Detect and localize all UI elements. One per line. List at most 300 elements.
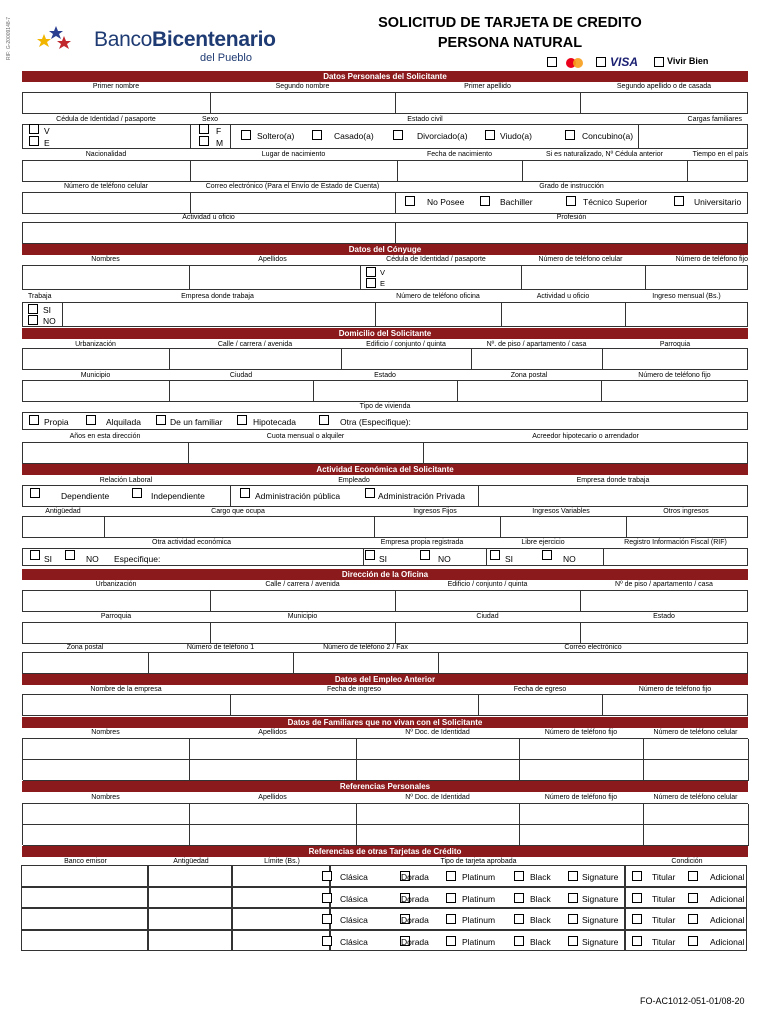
form-title: SOLICITUD DE TARJETA DE CREDITO — [378, 15, 642, 31]
checkbox-tipo-tarjeta[interactable] — [322, 871, 332, 881]
checkbox-conyuge-v[interactable] — [366, 267, 376, 277]
visa-logo: VISA — [610, 55, 639, 69]
option-condicion: Titular — [652, 936, 676, 947]
familiares-table[interactable] — [22, 738, 748, 780]
label-ant-telefono: Número de teléfono fijo — [638, 686, 712, 693]
field-rif[interactable] — [603, 548, 748, 566]
stars-logo-icon — [34, 24, 74, 54]
table-cell[interactable] — [190, 760, 357, 781]
label-ciudad: Ciudad — [229, 372, 253, 379]
label-ofi-calle: Calle / carrera / avenida — [265, 581, 340, 588]
checkbox-empresa-no[interactable] — [420, 550, 430, 560]
checkbox-condicion[interactable] — [632, 871, 642, 881]
field-naturalizado[interactable] — [522, 160, 687, 182]
table-cell[interactable] — [644, 760, 749, 781]
checkbox-tipo-tarjeta[interactable] — [446, 936, 456, 946]
section-title-domicilio: Domicilio del Solicitante — [22, 328, 748, 339]
option-concubino: Concubino(a) — [582, 131, 634, 141]
table-cell[interactable] — [520, 804, 644, 825]
field-ofi-ciudad[interactable] — [395, 622, 580, 644]
checkbox-conyuge-e[interactable] — [366, 278, 376, 288]
checkbox-tipo-tarjeta[interactable] — [322, 914, 332, 924]
label-ofi-urbanizacion: Urbanización — [95, 581, 137, 588]
label-otros-ingresos: Otros ingresos — [663, 508, 709, 515]
checkbox-tipo-tarjeta[interactable] — [514, 914, 524, 924]
checkbox-tipo-tarjeta[interactable] — [568, 914, 578, 924]
checkbox-empresa-si[interactable] — [365, 550, 375, 560]
label-cedula: Cédula de Identidad / pasaporte — [56, 116, 156, 123]
field-nombre-empresa[interactable] — [22, 694, 230, 716]
option-tipo-tarjeta: Dorada — [401, 936, 429, 947]
option-universitario: Universitario — [694, 197, 742, 207]
label-nombre-empresa: Nombre de la empresa — [90, 686, 162, 693]
label-actividad-conyuge: Actividad u oficio — [536, 293, 590, 300]
field-ofi-correo[interactable] — [438, 652, 748, 674]
table-cell[interactable] — [232, 930, 330, 952]
option-otra-no: NO — [86, 554, 99, 564]
label-libre-ejercicio: Libre ejercicio — [521, 539, 565, 546]
field-ofi-urbanizacion[interactable] — [22, 590, 210, 612]
checkbox-condicion[interactable] — [632, 936, 642, 946]
label-fam-celular: Número de teléfono celular — [653, 729, 738, 736]
option-tipo-tarjeta: Clásica — [340, 915, 368, 925]
label-tel-oficina: Número de teléfono oficina — [396, 293, 480, 300]
field-acreedor[interactable] — [423, 442, 748, 464]
field-ingresos-variables[interactable] — [500, 516, 626, 538]
option-e: E — [44, 138, 50, 148]
field-sexo[interactable] — [190, 124, 230, 149]
option-tipo-tarjeta: Dorada — [401, 915, 429, 925]
label-segundo-nombre: Segundo nombre — [275, 83, 330, 90]
option-tipo-tarjeta: Platinum — [462, 893, 496, 904]
table-cell[interactable] — [23, 825, 190, 846]
checkbox-tipo-tarjeta[interactable] — [568, 871, 578, 881]
field-primer-apellido[interactable] — [395, 92, 580, 114]
table-cell[interactable] — [232, 908, 330, 930]
option-tipo-tarjeta: Black — [530, 936, 551, 947]
checkbox-admin-privada[interactable] — [365, 488, 375, 498]
option-tipo-tarjeta: Signature — [582, 915, 619, 925]
label-fam-apellidos: Apellidos — [258, 729, 287, 736]
checkbox-soltero[interactable] — [241, 130, 251, 140]
label-banco-emisor: Banco emisor — [64, 858, 107, 865]
label-trabaja: Trabaja — [28, 293, 52, 300]
table-cell[interactable] — [357, 739, 520, 760]
field-ingresos-fijos[interactable] — [374, 516, 500, 538]
checkbox-otra-si[interactable] — [30, 550, 40, 560]
field-anos-direccion[interactable] — [22, 442, 188, 464]
field-fecha-nacimiento[interactable] — [397, 160, 522, 182]
checkbox-divorciado[interactable] — [393, 130, 403, 140]
label-fam-nombres: Nombres — [91, 729, 120, 736]
field-nacionalidad[interactable] — [22, 160, 190, 182]
field-fijo-conyuge[interactable] — [645, 265, 748, 290]
checkbox-v[interactable] — [29, 124, 39, 134]
checkbox-tipo-tarjeta[interactable] — [446, 914, 456, 924]
label-sexo: Sexo — [202, 116, 218, 123]
field-antiguedad[interactable] — [22, 516, 104, 538]
label-ofi-ciudad: Ciudad — [476, 613, 499, 620]
option-independiente: Independiente — [151, 491, 205, 501]
option-tipo-tarjeta: Dorada — [401, 872, 429, 882]
checkbox-tecnico[interactable] — [566, 196, 576, 206]
option-tipo-tarjeta: Black — [530, 893, 551, 904]
label-grado-instruccion: Grado de instrucción — [539, 183, 604, 190]
checkbox-otra[interactable] — [319, 415, 329, 425]
field-profesion[interactable] — [395, 222, 748, 244]
label-zona-postal: Zona postal — [510, 372, 548, 379]
label-ofi-estado: Estado — [653, 613, 675, 620]
label-ref-fijo: Número de teléfono fijo — [544, 794, 618, 801]
field-estado[interactable] — [313, 380, 457, 402]
field-ofi-parroquia[interactable] — [22, 622, 210, 644]
checkbox-condicion[interactable] — [688, 914, 698, 924]
option-tipo-tarjeta: Clásica — [340, 872, 368, 882]
option-conyuge-v: V — [380, 268, 386, 277]
form-subtitle: PERSONA NATURAL — [437, 35, 583, 51]
checkbox-f[interactable] — [199, 124, 209, 134]
section-title-familiares: Datos de Familiares que no vivan con el Solicitante — [22, 717, 748, 728]
label-estado: Estado — [374, 372, 396, 379]
checkbox-trabaja-no[interactable] — [28, 315, 38, 325]
option-tecnico: Técnico Superior — [583, 197, 648, 207]
label-otra-actividad: Otra actividad económica — [152, 539, 231, 546]
table-cell[interactable] — [21, 865, 148, 887]
option-condicion: Adicional — [710, 893, 745, 904]
option-condicion: Titular — [652, 915, 676, 925]
label-tipo-tarjeta: Tipo de tarjeta aprobada — [440, 858, 517, 865]
label-edificio: Edificio / conjunto / quinta — [366, 341, 446, 348]
section-title-referencias: Referencias Personales — [22, 781, 748, 792]
table-cell[interactable] — [148, 930, 232, 952]
label-correo: Correo electrónico (Para el Envío de Estado de Cuenta) — [205, 183, 380, 190]
bank-subtitle: del Pueblo — [200, 52, 252, 64]
option-libre-no: NO — [563, 554, 576, 564]
table-cell[interactable] — [520, 825, 644, 846]
option-trabaja-si: SI — [43, 305, 52, 315]
checkbox-dependiente[interactable] — [30, 488, 40, 498]
table-cell[interactable] — [190, 825, 357, 846]
field-ingreso-conyuge[interactable] — [625, 302, 748, 327]
field-ofi-tel1[interactable] — [148, 652, 293, 674]
field-piso[interactable] — [471, 348, 602, 370]
label-parroquia: Parroquia — [659, 341, 691, 348]
label-calle: Calle / carrera / avenida — [217, 341, 293, 348]
field-ofi-municipio[interactable] — [210, 622, 395, 644]
option-tipo-tarjeta: Platinum — [462, 872, 496, 882]
option-propia: Propia — [44, 417, 69, 427]
option-tipo-tarjeta: Signature — [582, 872, 619, 882]
label-piso: Nº. de piso / apartamento / casa — [486, 341, 587, 348]
field-calle[interactable] — [169, 348, 341, 370]
field-telefono-celular[interactable] — [22, 192, 190, 214]
option-no-posee: No Posee — [427, 197, 465, 207]
referencias-table[interactable] — [22, 803, 748, 845]
field-fecha-egreso[interactable] — [478, 694, 602, 716]
table-cell[interactable] — [23, 739, 190, 760]
label-ofi-parroquia: Parroquia — [100, 613, 132, 620]
label-fecha-nacimiento: Fecha de nacimiento — [427, 151, 492, 158]
label-cargo: Cargo que ocupa — [211, 508, 265, 515]
option-casado: Casado(a) — [334, 131, 374, 141]
label-limite: Límite (Bs.) — [264, 858, 300, 865]
checkbox-tipo-tarjeta[interactable] — [568, 936, 578, 946]
table-cell[interactable] — [357, 760, 520, 781]
checkbox-condicion[interactable] — [688, 871, 698, 881]
field-tiempo-pais[interactable] — [687, 160, 748, 182]
label-municipio: Municipio — [80, 372, 111, 379]
label-ofi-tel2: Número de teléfono 2 / Fax — [323, 644, 408, 651]
table-cell[interactable] — [23, 760, 190, 781]
option-familiar: De un familiar — [170, 417, 223, 427]
checkbox-alquilada[interactable] — [86, 415, 96, 425]
label-antiguedad-tarjeta: Antigüedad — [173, 858, 209, 865]
label-cel-conyuge: Número de teléfono celular — [538, 256, 623, 263]
label-anos-direccion: Años en esta dirección — [69, 433, 141, 440]
table-cell[interactable] — [148, 865, 232, 887]
option-libre-si: SI — [505, 554, 514, 564]
label-profesion: Profesión — [556, 214, 587, 221]
field-cuota[interactable] — [188, 442, 423, 464]
section-title-oficina: Dirección de la Oficina — [22, 569, 748, 580]
label-empleado: Empleado — [338, 477, 370, 484]
option-f: F — [216, 126, 222, 136]
field-cargas[interactable] — [638, 124, 748, 149]
field-parroquia[interactable] — [602, 348, 748, 370]
label-fam-fijo: Número de teléfono fijo — [544, 729, 618, 736]
side-code: RIF: G-20009148-7 — [6, 16, 12, 60]
field-ofi-calle[interactable] — [210, 590, 395, 612]
field-telefono-fijo[interactable] — [601, 380, 748, 402]
label-ingresos-variables: Ingresos Variables — [532, 508, 590, 515]
table-cell[interactable] — [148, 908, 232, 930]
label-primer-apellido: Primer apellido — [464, 83, 511, 90]
checkbox-tipo-tarjeta[interactable] — [568, 893, 578, 903]
label-urbanizacion: Urbanización — [75, 341, 116, 348]
label-tipo-vivienda: Tipo de vivienda — [359, 403, 411, 410]
section-title-datos-personales: Datos Personales del Solicitante — [22, 71, 748, 82]
checkbox-tipo-tarjeta[interactable] — [322, 936, 332, 946]
table-cell[interactable] — [644, 739, 749, 760]
checkbox-concubino[interactable] — [565, 130, 575, 140]
label-nombres: Nombres — [91, 256, 120, 263]
mastercard-icon — [565, 57, 584, 69]
field-ofi-estado[interactable] — [580, 622, 748, 644]
option-bachiller: Bachiller — [500, 197, 533, 207]
option-conyuge-e: E — [380, 279, 386, 288]
option-condicion: Adicional — [710, 872, 745, 882]
field-otros-ingresos[interactable] — [626, 516, 748, 538]
vivir-bien-label: Vivir Bien — [667, 56, 709, 66]
visa-checkbox[interactable] — [596, 57, 606, 67]
table-cell[interactable] — [21, 908, 148, 930]
checkbox-tipo-tarjeta[interactable] — [446, 871, 456, 881]
table-cell[interactable] — [148, 887, 232, 909]
table-cell[interactable] — [357, 825, 520, 846]
label-ref-nombres: Nombres — [91, 794, 120, 801]
checkbox-hipotecada[interactable] — [237, 415, 247, 425]
option-divorciado: Divorciado(a) — [417, 131, 468, 141]
label-naturalizado: Si es naturalizado, Nº Cédula anterior — [546, 151, 663, 158]
label-primer-nombre: Primer nombre — [92, 83, 140, 90]
field-ofi-tel2[interactable] — [293, 652, 438, 674]
label-ingresos-fijos: Ingresos Fijos — [413, 508, 457, 515]
option-condicion: Adicional — [710, 936, 745, 947]
checkbox-trabaja-si[interactable] — [28, 304, 38, 314]
field-cargo[interactable] — [104, 516, 374, 538]
label-fam-doc: Nº Doc. de Identidad — [405, 729, 470, 736]
label-fecha-ingreso: Fecha de ingreso — [326, 686, 382, 693]
field-ofi-piso[interactable] — [580, 590, 748, 612]
option-tipo-tarjeta: Platinum — [462, 915, 496, 925]
label-fecha-egreso: Fecha de egreso — [513, 686, 567, 693]
label-estado-civil: Estado civil — [407, 116, 443, 123]
table-cell[interactable] — [21, 930, 148, 952]
checkbox-independiente[interactable] — [132, 488, 142, 498]
option-empresa-no: NO — [438, 554, 451, 564]
field-ant-telefono[interactable] — [602, 694, 748, 716]
checkbox-m[interactable] — [199, 136, 209, 146]
field-nombres-conyuge[interactable] — [22, 265, 189, 290]
option-v: V — [44, 126, 50, 136]
option-otra-si: SI — [44, 554, 53, 564]
option-tipo-tarjeta: Clásica — [340, 893, 368, 904]
option-empresa-si: SI — [379, 554, 388, 564]
label-empresa-trabaja: Empresa donde trabaja — [576, 477, 650, 484]
checkbox-no-posee[interactable] — [405, 196, 415, 206]
label-ofi-correo: Correo electrónico — [564, 644, 622, 651]
field-zona-postal[interactable] — [457, 380, 601, 402]
checkbox-casado[interactable] — [312, 130, 322, 140]
field-actividad[interactable] — [22, 222, 395, 244]
field-edificio[interactable] — [341, 348, 471, 370]
checkbox-condicion[interactable] — [688, 893, 698, 903]
label-relacion-laboral: Relación Laboral — [99, 477, 153, 484]
option-hipotecada: Hipotecada — [253, 417, 297, 427]
bank-name: BancoBicentenario — [94, 28, 276, 51]
field-segundo-apellido[interactable] — [580, 92, 748, 114]
table-cell[interactable] — [644, 825, 749, 846]
label-antiguedad: Antigüedad — [45, 508, 81, 515]
checkbox-tipo-tarjeta[interactable] — [514, 893, 524, 903]
option-tipo-tarjeta: Signature — [582, 936, 619, 947]
checkbox-libre-si[interactable] — [490, 550, 500, 560]
label-cuota: Cuota mensual o alquiler — [266, 433, 345, 440]
option-condicion: Adicional — [710, 915, 745, 925]
checkbox-condicion[interactable] — [632, 914, 642, 924]
table-cell[interactable] — [190, 804, 357, 825]
field-municipio[interactable] — [22, 380, 169, 402]
option-condicion: Titular — [652, 872, 676, 882]
label-acreedor: Acreedor hipotecario o arrendador — [532, 433, 639, 440]
field-segundo-nombre[interactable] — [210, 92, 395, 114]
mastercard-checkbox[interactable] — [547, 57, 557, 67]
label-telefono-celular: Número de teléfono celular — [63, 183, 149, 190]
checkbox-tipo-tarjeta[interactable] — [446, 893, 456, 903]
table-cell[interactable] — [23, 804, 190, 825]
checkbox-condicion[interactable] — [632, 893, 642, 903]
option-tipo-tarjeta: Black — [530, 872, 551, 882]
checkbox-propia[interactable] — [29, 415, 39, 425]
label-rif: Registro Información Fiscal (RIF) — [624, 539, 727, 546]
checkbox-otra-no[interactable] — [65, 550, 75, 560]
section-title-empleo-anterior: Datos del Empleo Anterior — [22, 674, 748, 685]
label-ofi-tel1: Número de teléfono 1 — [186, 644, 255, 651]
section-title-actividad-economica: Actividad Económica del Solicitante — [22, 464, 748, 475]
option-trabaja-no: NO — [43, 316, 56, 326]
table-cell[interactable] — [357, 804, 520, 825]
checkbox-bachiller[interactable] — [480, 196, 490, 206]
vivir-bien-checkbox[interactable] — [654, 57, 664, 67]
checkbox-admin-publica[interactable] — [240, 488, 250, 498]
table-cell[interactable] — [644, 804, 749, 825]
option-tipo-tarjeta: Platinum — [462, 936, 496, 947]
label-telefono-fijo: Número de teléfono fijo — [638, 372, 711, 379]
checkbox-tipo-tarjeta[interactable] — [322, 893, 332, 903]
field-correo[interactable] — [190, 192, 395, 214]
field-fecha-ingreso[interactable] — [230, 694, 478, 716]
table-cell[interactable] — [232, 865, 330, 887]
checkbox-libre-no[interactable] — [542, 550, 552, 560]
field-urbanizacion[interactable] — [22, 348, 169, 370]
option-tipo-tarjeta: Clásica — [340, 936, 368, 947]
option-otra: Otra (Especifique): — [340, 417, 411, 427]
field-ciudad[interactable] — [169, 380, 313, 402]
label-empresa-conyuge: Empresa donde trabaja — [181, 293, 254, 300]
field-cel-conyuge[interactable] — [521, 265, 645, 290]
field-tel-oficina[interactable] — [375, 302, 501, 327]
field-ofi-edificio[interactable] — [395, 590, 580, 612]
label-ofi-municipio: Municipio — [287, 613, 318, 620]
checkbox-tipo-tarjeta[interactable] — [514, 936, 524, 946]
field-ofi-zona-postal[interactable] — [22, 652, 148, 674]
label-actividad: Actividad u oficio — [182, 214, 235, 221]
checkbox-universitario[interactable] — [674, 196, 684, 206]
label-ref-apellidos: Apellidos — [258, 794, 287, 801]
field-empresa-conyuge[interactable] — [62, 302, 375, 327]
field-actividad-conyuge[interactable] — [501, 302, 625, 327]
table-cell[interactable] — [21, 887, 148, 909]
option-viudo: Viudo(a) — [500, 131, 532, 141]
checkbox-tipo-tarjeta[interactable] — [514, 871, 524, 881]
table-cell[interactable] — [190, 739, 357, 760]
label-ref-doc: Nº Doc. de Identidad — [405, 794, 470, 801]
option-admin-privada: Administración Privada — [378, 491, 465, 501]
checkbox-condicion[interactable] — [688, 936, 698, 946]
label-fijo-conyuge: Número de teléfono fijo — [675, 256, 748, 263]
label-cedula-conyuge: Cédula de Identidad / pasaporte — [386, 256, 486, 263]
checkbox-e[interactable] — [29, 136, 39, 146]
field-apellidos-conyuge[interactable] — [189, 265, 360, 290]
checkbox-familiar[interactable] — [156, 415, 166, 425]
table-cell[interactable] — [232, 887, 330, 909]
field-lugar-nacimiento[interactable] — [190, 160, 397, 182]
label-ingreso-conyuge: Ingreso mensual (Bs.) — [652, 293, 721, 300]
field-primer-nombre[interactable] — [22, 92, 210, 114]
section-title-conyuge: Datos del Cónyuge — [22, 244, 748, 255]
field-empresa-trabaja[interactable] — [478, 485, 748, 507]
table-cell[interactable] — [520, 760, 644, 781]
option-condicion: Titular — [652, 893, 676, 904]
table-cell[interactable] — [520, 739, 644, 760]
label-ref-celular: Número de teléfono celular — [653, 794, 738, 801]
checkbox-viudo[interactable] — [485, 130, 495, 140]
option-tipo-tarjeta: Black — [530, 915, 551, 925]
option-m: M — [216, 138, 224, 148]
option-admin-publica: Administración pública — [255, 491, 341, 501]
bank-logo — [34, 24, 276, 66]
otras-tarjetas-table[interactable] — [22, 866, 748, 952]
